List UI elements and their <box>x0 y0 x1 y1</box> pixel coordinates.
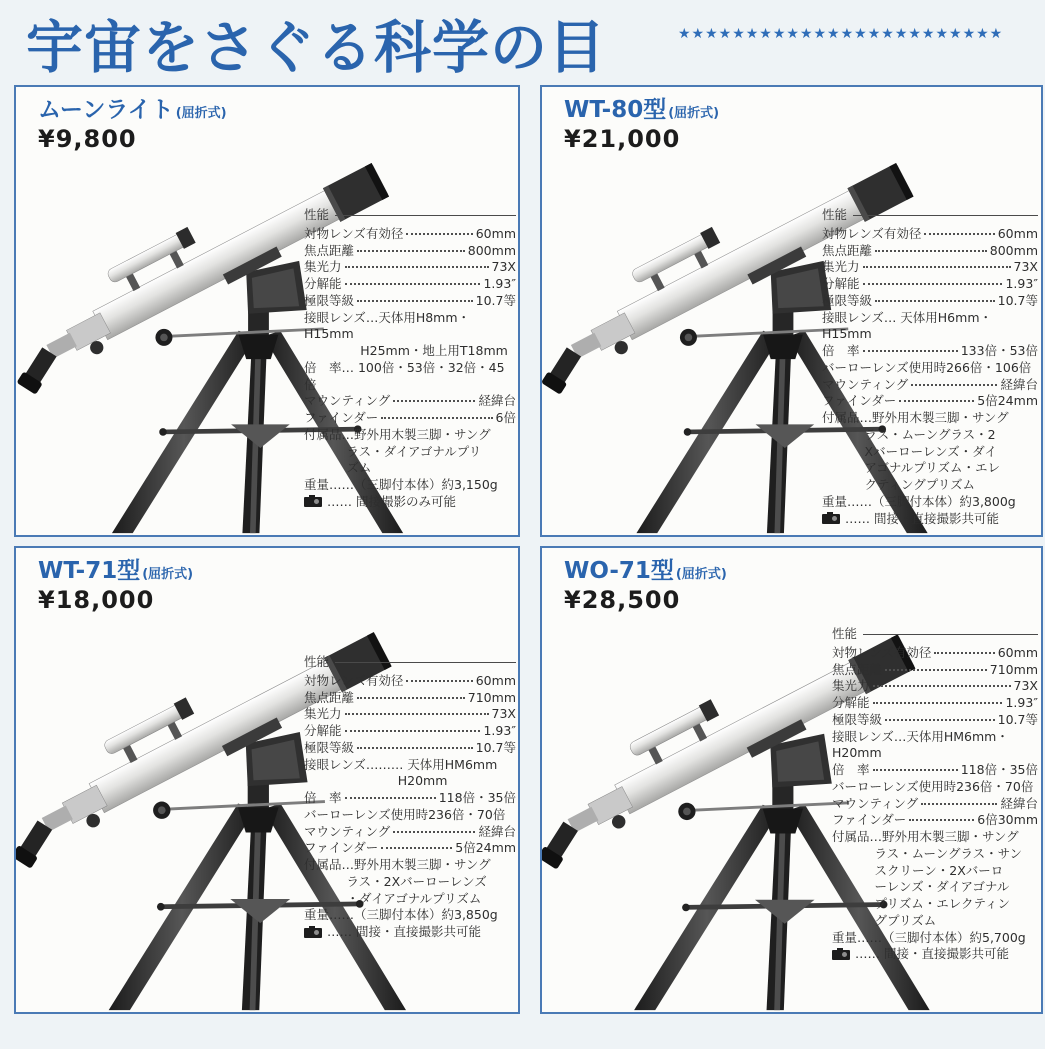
camera-icon <box>832 950 850 960</box>
spec-line: 倍 率 118倍・35倍 <box>304 790 516 805</box>
spec-line: 集光力 73X <box>822 259 1038 275</box>
spec-line: グプリズム <box>874 912 937 928</box>
spec-list <box>832 626 1038 963</box>
spec-line: マウンティング 経緯台 <box>822 376 1038 392</box>
spec-line: 対物レンズ有効径 60mm <box>304 225 516 241</box>
product-type: (屈折式) <box>142 567 194 582</box>
spec-line: 対物レンズ有効径 60mm <box>822 225 1038 241</box>
spec-line: ファインダー 5倍24mm <box>822 393 1038 409</box>
spec-line: 重量……（三脚付本体）約3,800g <box>822 493 1016 509</box>
spec-title <box>822 207 1038 224</box>
spec-line: ズム <box>346 460 372 476</box>
spec-line: 接眼レンズ… 天体用H6mm・H15mm <box>822 309 992 342</box>
spec-line: 付属品…野外用木製三脚・サング <box>304 426 491 442</box>
spec-line: バーローレンズ使用時236倍・70倍 <box>832 778 1034 794</box>
spec-line: バーローレンズ使用時266倍・106倍 <box>822 359 1032 375</box>
spec-line: 焦点距離 800mm <box>822 242 1038 258</box>
spec-line: …… 間接・直接撮影共可能 <box>304 924 516 941</box>
spec-title-label: 性能 <box>832 626 858 641</box>
product-price: ¥9,800 <box>38 125 137 154</box>
spec-line: 接眼レンズ…天体用H8mm・H15mm <box>304 309 471 342</box>
spec-line: 集光力 73X <box>304 259 516 275</box>
spec-line: 焦点距離 710mm <box>832 661 1038 677</box>
spec-line: …… 間接撮影のみ可能 <box>304 494 516 511</box>
spec-line: 対物レンズ有効径 60mm <box>832 644 1038 660</box>
camera-icon <box>304 497 322 507</box>
product-panel-wo71 <box>540 546 1043 1014</box>
product-price: ¥21,000 <box>564 125 681 154</box>
spec-line: アゴナルプリズム・エレ <box>864 460 1001 476</box>
spec-line: プリズム・エレクティン <box>874 896 1011 911</box>
star-row-icon: ★★★★★★★★★★★★★★★★★★★★★★★★ <box>678 26 1004 42</box>
spec-line: 集光力 73X <box>304 706 516 722</box>
product-type: (屈折式) <box>175 106 227 121</box>
spec-line: …… 間接・直接撮影共可能 <box>832 946 1038 963</box>
camera-icon <box>304 928 322 938</box>
spec-line: ・ダイアゴナルプリズム <box>346 890 482 906</box>
product-price: ¥18,000 <box>38 586 155 615</box>
spec-line: H20mm <box>397 773 448 789</box>
spec-line: ファインダー 5倍24mm <box>304 840 516 856</box>
product-header <box>564 558 727 615</box>
spec-line: 極限等級 10.7等 <box>304 739 516 755</box>
spec-line: 分解能 1.93″ <box>822 276 1038 291</box>
spec-line: スクリーン・2Xバーロ <box>874 862 1004 878</box>
spec-line: 倍 率 133倍・53倍 <box>822 343 1038 358</box>
spec-line: …… 間接・直接撮影共可能 <box>822 511 1038 528</box>
spec-line: ラス・ムーングラス・2 <box>864 426 996 442</box>
spec-line: 付属品…野外用木製三脚・サング <box>304 857 491 872</box>
product-header <box>38 97 227 154</box>
product-name: WT-71型 <box>38 558 141 584</box>
product-panel-moonlight <box>14 85 520 537</box>
product-name: ムーンライト <box>38 97 174 123</box>
spec-title-label: 性能 <box>304 654 330 669</box>
page-header <box>0 0 1045 84</box>
product-type: (屈折式) <box>675 567 727 582</box>
product-header <box>564 97 719 154</box>
spec-line: クティングプリズム <box>864 477 976 492</box>
spec-line: バーローレンズ使用時236倍・70倍 <box>304 806 506 822</box>
spec-title-rule <box>335 662 516 663</box>
spec-line: ラス・ムーングラス・サン <box>874 845 1023 861</box>
page-title: 宇宙をさぐる科学の目 <box>26 14 606 81</box>
spec-line: ーレンズ・ダイアゴナル <box>874 879 1010 895</box>
spec-list <box>822 207 1038 527</box>
spec-line: 極限等級 10.7等 <box>832 711 1038 727</box>
spec-line: ファインダー 6倍30mm <box>832 812 1038 828</box>
product-name: WO-71型 <box>564 558 674 584</box>
spec-line: 接眼レンズ…天体用HM6mm・H20mm <box>832 728 1009 761</box>
spec-list <box>304 654 516 941</box>
product-type: (屈折式) <box>668 106 720 121</box>
spec-line: 倍 率 118倍・35倍 <box>832 762 1038 777</box>
spec-line: 分解能 1.93″ <box>304 723 516 738</box>
spec-list <box>304 207 516 511</box>
spec-title-label: 性能 <box>822 207 848 222</box>
spec-line: 接眼レンズ……… 天体用HM6mm <box>304 756 498 772</box>
spec-line: 極限等級 10.7等 <box>822 292 1038 308</box>
spec-line: マウンティング 経緯台 <box>304 823 516 839</box>
spec-line: 焦点距離 800mm <box>304 242 516 258</box>
spec-line: 重量……（三脚付本体）約3,850g <box>304 907 498 923</box>
spec-line: マウンティング 経緯台 <box>832 795 1038 811</box>
spec-line: 集光力 73X <box>832 678 1038 694</box>
spec-line: ラス・ダイアゴナルプリ <box>346 443 482 459</box>
spec-line: ラス・2Xバーローレンズ <box>346 873 487 889</box>
spec-title-rule <box>863 634 1038 635</box>
spec-title-rule <box>335 215 516 216</box>
spec-title <box>832 626 1038 643</box>
spec-line: ファインダー 6倍 <box>304 410 516 425</box>
product-price: ¥28,500 <box>564 586 681 615</box>
spec-title <box>304 654 516 671</box>
spec-line: 重量……（三脚付本体）約3,150g <box>304 477 498 492</box>
spec-line: マウンティング 経緯台 <box>304 393 516 409</box>
spec-line: 倍 率… 100倍・53倍・32倍・45倍 <box>304 359 505 392</box>
spec-line: H25mm・地上用T18mm <box>360 343 508 358</box>
product-name: WT-80型 <box>564 97 667 123</box>
spec-line: 極限等級 10.7等 <box>304 292 516 308</box>
spec-title <box>304 207 516 224</box>
spec-line: 重量……（三脚付本体）約5,700g <box>832 929 1026 945</box>
spec-line: Xバーローレンズ・ダイ <box>864 443 997 459</box>
product-panel-wt80 <box>540 85 1043 537</box>
spec-line: 分解能 1.93″ <box>304 276 516 291</box>
spec-title-label: 性能 <box>304 207 330 222</box>
spec-title-rule <box>853 215 1038 216</box>
spec-line: 付属品…野外用木製三脚・サング <box>822 410 1009 425</box>
spec-line: 対物レンズ有効径 60mm <box>304 672 516 688</box>
spec-line: 焦点距離 710mm <box>304 689 516 705</box>
spec-line: 分解能 1.93″ <box>832 695 1038 710</box>
product-panel-wt71 <box>14 546 520 1014</box>
product-header <box>38 558 193 615</box>
camera-icon <box>822 514 840 524</box>
spec-line: 付属品…野外用木製三脚・サング <box>832 829 1019 844</box>
